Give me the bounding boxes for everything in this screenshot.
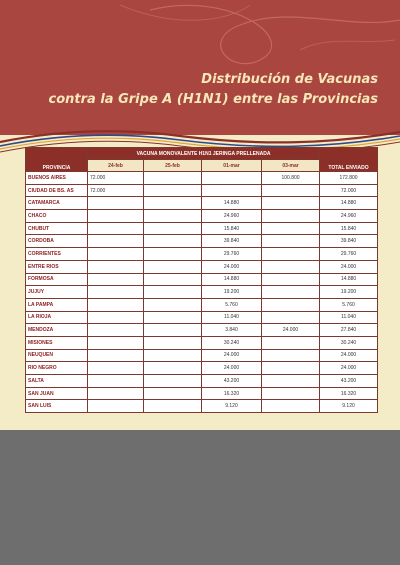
quantity-cell: 30.240: [202, 336, 262, 349]
table-row: [26, 172, 378, 185]
column-group-header: VACUNA MONOVALENTE H1N1 JERINGA PRELLENADA: [88, 148, 320, 160]
column-header-total: TOTAL ENVIADO: [320, 148, 378, 172]
quantity-cell: [262, 184, 320, 197]
quantity-cell: [262, 286, 320, 299]
quantity-cell: [202, 172, 262, 185]
total-cell: 27.840: [320, 324, 378, 337]
quantity-cell: 29.760: [202, 248, 262, 261]
column-header-province: PROVINCIA: [26, 148, 88, 172]
column-header-date: 25-feb: [144, 160, 202, 172]
total-cell: 24.960: [320, 210, 378, 223]
province-cell: SALTA: [26, 375, 88, 388]
quantity-cell: 11.040: [202, 311, 262, 324]
quantity-cell: [144, 298, 202, 311]
page-title: [49, 70, 378, 110]
quantity-cell: [262, 349, 320, 362]
quantity-cell: [144, 349, 202, 362]
title-line-1: Distribución de Vacunas: [201, 72, 378, 87]
province-cell: RIO NEGRO: [26, 362, 88, 375]
quantity-cell: [144, 273, 202, 286]
quantity-cell: [144, 375, 202, 388]
quantity-cell: 39.840: [202, 235, 262, 248]
quantity-cell: [262, 273, 320, 286]
total-cell: 172.800: [320, 172, 378, 185]
quantity-cell: 100.800: [262, 172, 320, 185]
quantity-cell: 5.760: [202, 298, 262, 311]
quantity-cell: [88, 260, 144, 273]
table-row: [26, 362, 378, 375]
quantity-cell: [262, 222, 320, 235]
quantity-cell: 14.880: [202, 273, 262, 286]
quantity-cell: [88, 311, 144, 324]
total-cell: 19.200: [320, 286, 378, 299]
province-cell: CIUDAD DE BS. AS: [26, 184, 88, 197]
quantity-cell: [88, 210, 144, 223]
column-header-date: 01-mar: [202, 160, 262, 172]
table-row: [26, 298, 378, 311]
column-header-date: 24-feb: [88, 160, 144, 172]
quantity-cell: [262, 400, 320, 413]
total-cell: 24.000: [320, 349, 378, 362]
total-cell: 29.760: [320, 248, 378, 261]
table-row: [26, 260, 378, 273]
quantity-cell: [144, 184, 202, 197]
province-cell: FORMOSA: [26, 273, 88, 286]
total-cell: 16.320: [320, 387, 378, 400]
quantity-cell: 19.200: [202, 286, 262, 299]
quantity-cell: [144, 387, 202, 400]
quantity-cell: [88, 222, 144, 235]
province-cell: SAN LUIS: [26, 400, 88, 413]
quantity-cell: [144, 324, 202, 337]
province-cell: CHACO: [26, 210, 88, 223]
quantity-cell: [262, 336, 320, 349]
quantity-cell: 24.000: [262, 324, 320, 337]
quantity-cell: [144, 311, 202, 324]
quantity-cell: [88, 362, 144, 375]
quantity-cell: 72.000: [88, 172, 144, 185]
quantity-cell: [144, 260, 202, 273]
table-row: [26, 235, 378, 248]
quantity-cell: [144, 286, 202, 299]
table-row: [26, 248, 378, 261]
province-cell: CORDOBA: [26, 235, 88, 248]
quantity-cell: 14.880: [202, 197, 262, 210]
total-cell: 43.200: [320, 375, 378, 388]
province-cell: JUJUY: [26, 286, 88, 299]
quantity-cell: [144, 235, 202, 248]
quantity-cell: 16.320: [202, 387, 262, 400]
quantity-cell: [88, 298, 144, 311]
quantity-cell: 24.000: [202, 362, 262, 375]
quantity-cell: 43.200: [202, 375, 262, 388]
header-banner: [0, 0, 400, 135]
quantity-cell: 24.960: [202, 210, 262, 223]
quantity-cell: [144, 222, 202, 235]
quantity-cell: [144, 336, 202, 349]
table-row: [26, 324, 378, 337]
province-cell: BUENOS AIRES: [26, 172, 88, 185]
province-cell: ENTRE RIOS: [26, 260, 88, 273]
quantity-cell: [262, 298, 320, 311]
province-cell: LA PAMPA: [26, 298, 88, 311]
quantity-cell: [144, 400, 202, 413]
quantity-cell: [88, 336, 144, 349]
province-cell: CATAMARCA: [26, 197, 88, 210]
total-cell: 15.840: [320, 222, 378, 235]
total-cell: 5.760: [320, 298, 378, 311]
table-row: [26, 400, 378, 413]
table-row: [26, 387, 378, 400]
quantity-cell: [144, 172, 202, 185]
gray-overlay: [0, 431, 400, 565]
quantity-cell: [88, 273, 144, 286]
quantity-cell: [88, 197, 144, 210]
quantity-cell: [88, 387, 144, 400]
quantity-cell: [88, 235, 144, 248]
total-cell: 14.880: [320, 273, 378, 286]
quantity-cell: [202, 184, 262, 197]
quantity-cell: [262, 387, 320, 400]
title-line-2: contra la Gripe A (H1N1) entre las Provincias: [48, 92, 378, 107]
quantity-cell: [262, 197, 320, 210]
quantity-cell: 72.000: [88, 184, 144, 197]
total-cell: 24.000: [320, 260, 378, 273]
quantity-cell: [88, 349, 144, 362]
quantity-cell: [262, 260, 320, 273]
quantity-cell: [88, 400, 144, 413]
table-row: [26, 273, 378, 286]
column-header-date: 03-mar: [262, 160, 320, 172]
quantity-cell: [144, 197, 202, 210]
table-row: [26, 336, 378, 349]
quantity-cell: 24.000: [202, 260, 262, 273]
quantity-cell: [262, 311, 320, 324]
province-cell: LA RIOJA: [26, 311, 88, 324]
total-cell: 24.000: [320, 362, 378, 375]
total-cell: 9.120: [320, 400, 378, 413]
table-row: [26, 222, 378, 235]
quantity-cell: [262, 362, 320, 375]
total-cell: 39.840: [320, 235, 378, 248]
quantity-cell: [88, 375, 144, 388]
quantity-cell: 24.000: [202, 349, 262, 362]
quantity-cell: 15.840: [202, 222, 262, 235]
total-cell: 30.240: [320, 336, 378, 349]
province-cell: MENDOZA: [26, 324, 88, 337]
table-row: [26, 311, 378, 324]
total-cell: 14.880: [320, 197, 378, 210]
table-row: [26, 286, 378, 299]
province-cell: SAN JUAN: [26, 387, 88, 400]
quantity-cell: [262, 235, 320, 248]
province-cell: NEUQUEN: [26, 349, 88, 362]
province-cell: CHUBUT: [26, 222, 88, 235]
quantity-cell: 3.840: [202, 324, 262, 337]
quantity-cell: [88, 286, 144, 299]
table-row: [26, 184, 378, 197]
decorative-swirl: [0, 0, 400, 135]
quantity-cell: [144, 210, 202, 223]
table-row: [26, 210, 378, 223]
quantity-cell: [262, 248, 320, 261]
vaccine-distribution-table: [25, 147, 378, 413]
province-cell: CORRIENTES: [26, 248, 88, 261]
quantity-cell: [88, 248, 144, 261]
total-cell: 11.040: [320, 311, 378, 324]
quantity-cell: 9.120: [202, 400, 262, 413]
total-cell: 72.000: [320, 184, 378, 197]
table-row: [26, 375, 378, 388]
quantity-cell: [88, 324, 144, 337]
table-body: [26, 172, 378, 413]
table-row: [26, 197, 378, 210]
quantity-cell: [262, 210, 320, 223]
table-row: [26, 349, 378, 362]
quantity-cell: [262, 375, 320, 388]
quantity-cell: [144, 248, 202, 261]
province-cell: MISIONES: [26, 336, 88, 349]
quantity-cell: [144, 362, 202, 375]
